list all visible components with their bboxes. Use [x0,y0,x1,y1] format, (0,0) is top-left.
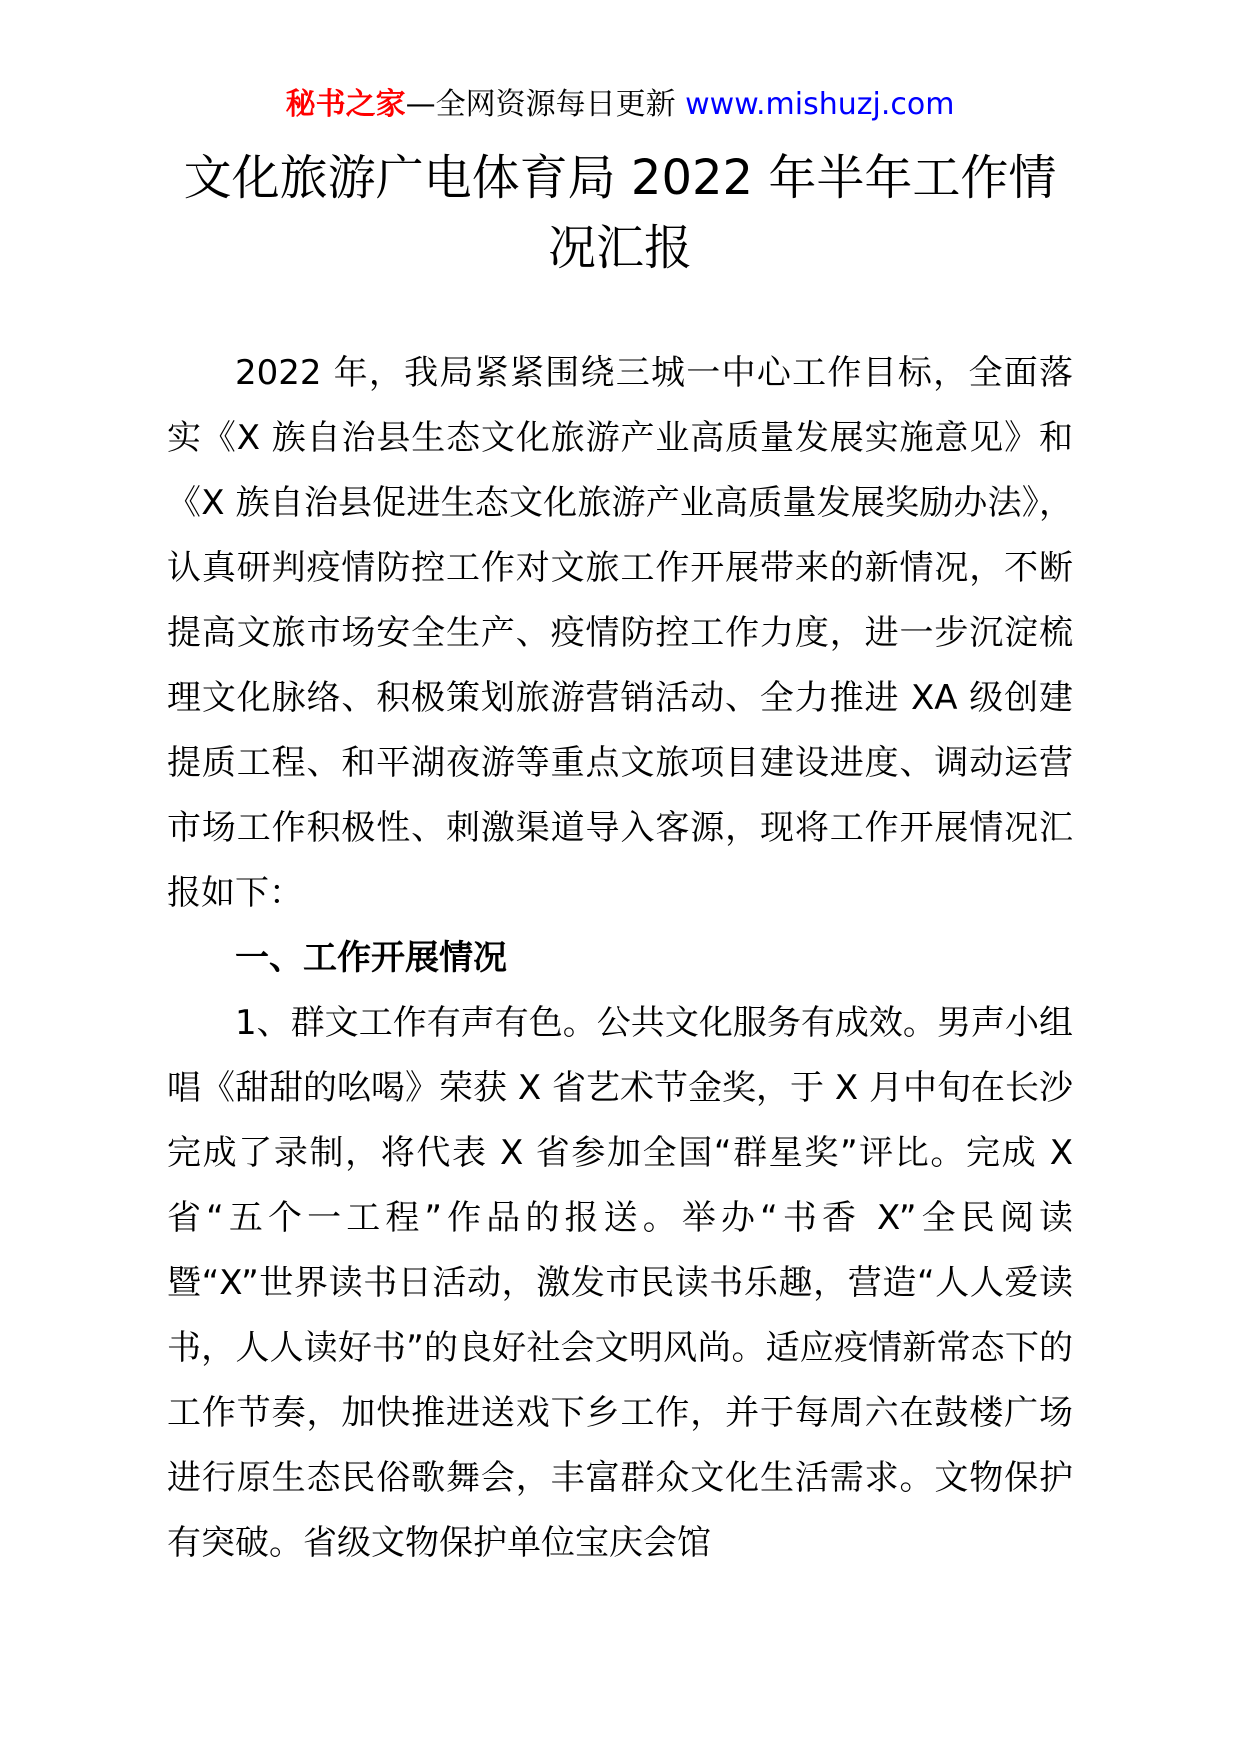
site-header [167,85,1073,125]
document-body [167,341,1073,1576]
site-url-link[interactable]: www.mishuzj.com [685,87,955,122]
site-tagline: —全网资源每日更新 [405,87,686,122]
paragraph-intro: 2022 年，我局紧紧围绕三城一中心工作目标，全面落实《X 族自治县生态文化旅游产业高质量发展实施意见》和《X 族自治县促进生态文化旅游产业高质量发展奖励办法》，认真研判疫情防控工作对文旅工作开展带来的新情况，不断提高文旅市场安全生产、疫情防控工作力度，进一步沉淀梳理文化脉络、积极策划旅游营销活动、全力推进 XA 级创建提质工程、和平湖夜游等重点文旅项目建设进度、调动运营市场工作积极性、刺激渠道导入客源，现将工作开展情况汇报如下： [167,353,1073,913]
document-title: 文化旅游广电体育局 2022 年半年工作情况汇报 [183,150,1057,276]
paragraph-section-1: 1、群文工作有声有色。公共文化服务有成效。男声小组唱《甜甜的吆喝》荣获 X 省艺术节金奖，于 X 月中旬在长沙完成了录制，将代表 X 省参加全国“群星奖”评比。完成 X 省“五个一工程”作品的报送。举办“书香 X”全民阅读暨“X”世界读书日活动，激发市民读书乐趣，营造“人人爱读书，人人读好书”的良好社会文明风尚。适应疫情新常态下的工作节奏，加快推进送戏下乡工作，并于每周六在鼓楼广场进行原生态民俗歌舞会，丰富群众文化生活需求。文物保护有突破。省级文物保护单位宝庆会馆 [167,1003,1073,1563]
site-name: 秘书之家 [285,87,406,122]
section-heading: 一、工作开展情况 [235,938,507,978]
